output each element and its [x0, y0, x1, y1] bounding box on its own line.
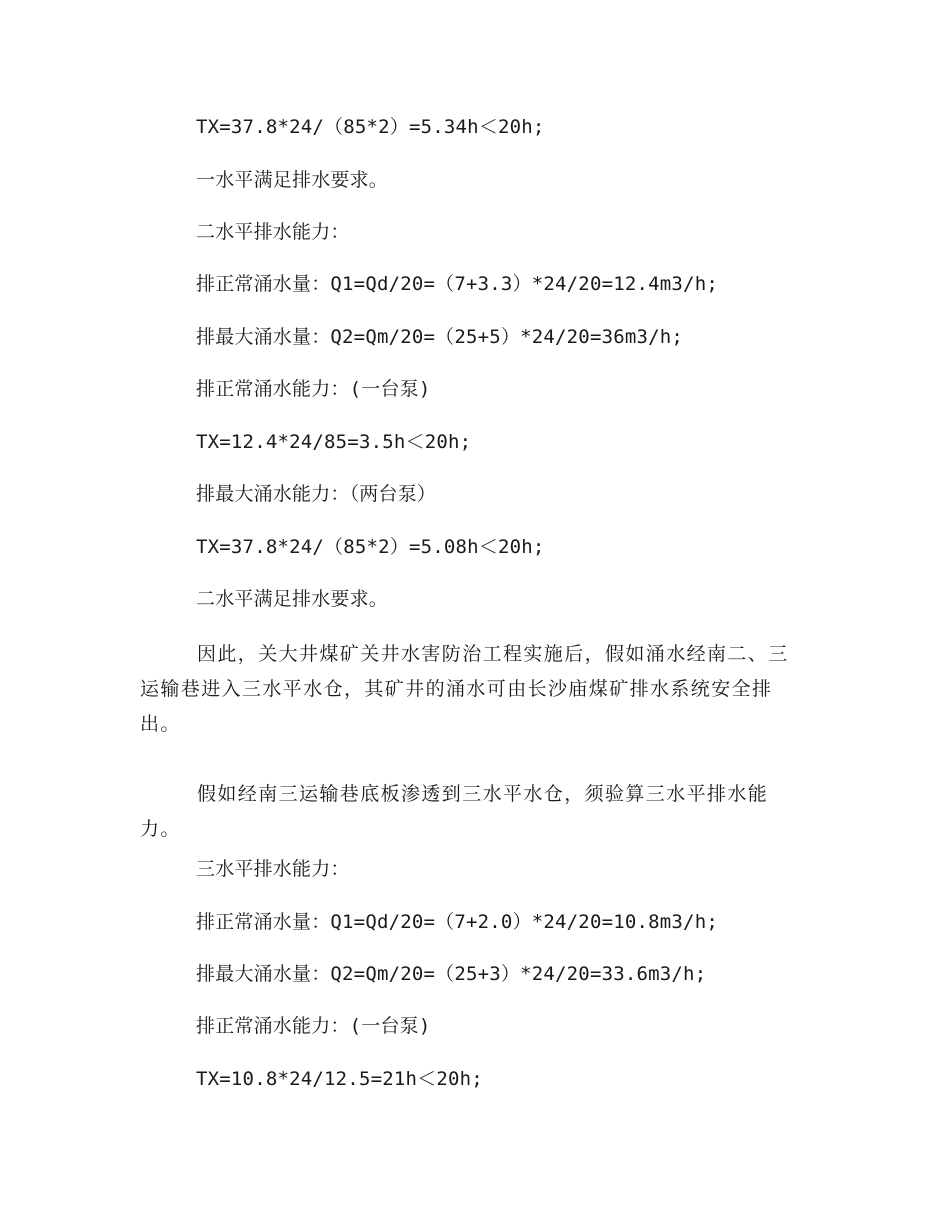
formula-line-8: 排正常涌水量：Q1=Qd/20=（7+2.0）*24/20=10.8m3/h;: [196, 911, 718, 933]
section-heading-level-2: 二水平排水能力：: [196, 221, 350, 243]
conclusion-line-1: 一水平满足排水要求。: [196, 169, 389, 191]
text-line-4: 排正常涌水能力：(一台泵): [196, 378, 431, 400]
formula-line-9: 排最大涌水量：Q2=Qm/20=（25+3）*24/20=33.6m3/h;: [196, 963, 707, 985]
formula-line-3: 排最大涌水量：Q2=Qm/20=（25+5）*24/20=36m3/h;: [196, 326, 684, 348]
text-line-6: 排最大涌水能力：（两台泵）: [196, 483, 437, 505]
paragraph-note: 假如经南三运输巷底板渗透到三水平水仓，须验算三水平排水能力。: [140, 783, 769, 840]
text-line-10: 排正常涌水能力：(一台泵): [196, 1015, 431, 1037]
formula-line-7: TX=37.8*24/（85*2）=5.08h＜20h;: [196, 536, 545, 558]
section-heading-level-3: 三水平排水能力：: [196, 858, 350, 880]
formula-line-5: TX=12.4*24/85=3.5h＜20h;: [196, 431, 472, 453]
formula-line-1: TX=37.8*24/（85*2）=5.34h＜20h;: [196, 116, 545, 138]
conclusion-line-2: 二水平满足排水要求。: [196, 588, 389, 610]
formula-line-11: TX=10.8*24/12.5=21h＜20h;: [196, 1068, 483, 1090]
paragraph-conclusion: 因此，关大井煤矿关井水害防治工程实施后，假如涌水经南二、三运输巷进入三水平水仓，其矿井的涌水可由长沙庙煤矿排水系统安全排出。: [140, 643, 789, 735]
formula-line-2: 排正常涌水量：Q1=Qd/20=（7+3.3）*24/20=12.4m3/h;: [196, 273, 718, 295]
